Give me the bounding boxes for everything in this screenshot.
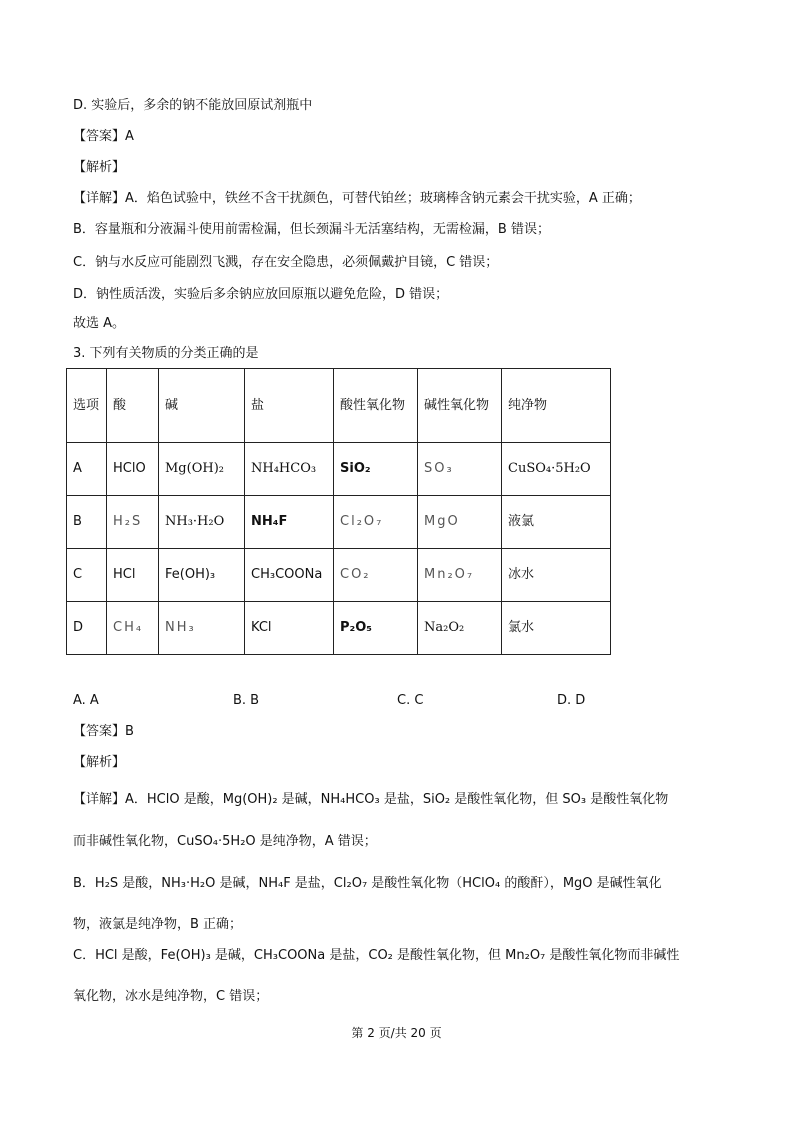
table-cell: Mn₂O₇ [418,549,502,602]
header-cell: 盐 [245,369,334,443]
header-cell: 酸 [107,369,159,443]
classification-table [66,368,611,655]
answer-label-2: 【答案】B [73,724,134,739]
table-row [67,602,611,655]
table-cell: MgO [418,496,502,549]
table-cell: KCl [245,602,334,655]
option-d: D. D [557,693,586,708]
header-cell: 碱 [159,369,245,443]
explain-c-line1: C．HCl 是酸，Fe(OH)₃ 是碱，CH₃COONa 是盐，CO₂ 是酸性氧化物，但 Mn₂O₇ 是酸性氧化物而非碱性 [73,948,680,963]
header-cell: 碱性氧化物 [418,369,502,443]
header-cell: 纯净物 [502,369,611,443]
header-cell: 选项 [67,369,107,443]
table-cell: Fe(OH)₃ [159,549,245,602]
answer-label: 【答案】A [73,129,134,144]
table-cell: HCl [107,549,159,602]
table-cell: CH₄ [107,602,159,655]
table-cell: Cl₂O₇ [334,496,418,549]
analysis-label-2: 【解析】 [73,755,126,770]
table-cell: Mg(OH)₂ [159,443,245,496]
detail-d: D．钠性质活泼，实验后多余钠应放回原瓶以避免危险，D 错误； [73,287,449,302]
option-c: C. C [397,693,424,708]
table-cell: Na₂O₂ [418,602,502,655]
table-header-row [67,369,611,443]
table-cell: B [67,496,107,549]
header-cell: 酸性氧化物 [334,369,418,443]
table-cell: HClO [107,443,159,496]
choose-text: 故选 A。 [73,316,126,331]
option-a: A. A [73,693,99,708]
explain-a-line2: 而非碱性氧化物，CuSO₄·5H₂O 是纯净物，A 错误； [73,834,377,849]
page-footer: 第 2 页/共 20 页 [351,1026,442,1040]
explain-b-line1: B．H₂S 是酸，NH₃·H₂O 是碱，NH₄F 是盐，Cl₂O₇ 是酸性氧化物（HClO₄ 的酸酐），MgO 是碱性氧化 [73,876,662,891]
table-cell: NH₃·H₂O [159,496,245,549]
table-cell: P₂O₅ [334,602,418,655]
table-cell: NH₄HCO₃ [245,443,334,496]
table-cell: H₂S [107,496,159,549]
table-cell: C [67,549,107,602]
table-cell: NH₄F [245,496,334,549]
table-cell: SiO₂ [334,443,418,496]
table-cell: D [67,602,107,655]
table-row [67,443,611,496]
detail-c: C．钠与水反应可能剧烈飞溅，存在安全隐患，必须佩戴护目镜，C 错误； [73,255,499,270]
table-cell: A [67,443,107,496]
table-cell: 液氯 [502,496,611,549]
option-d-text: D. 实验后，多余的钠不能放回原试剂瓶中 [73,98,313,113]
detail-a: 【详解】A．焰色试验中，铁丝不含干扰颜色，可替代铂丝；玻璃棒含钠元素会干扰实验，A 正确； [73,191,641,206]
table-cell: 氯水 [502,602,611,655]
table-cell: CuSO₄·5H₂O [502,443,611,496]
table-cell: CH₃COONa [245,549,334,602]
table-cell: SO₃ [418,443,502,496]
table-cell: 冰水 [502,549,611,602]
explain-b-line2: 物，液氯是纯净物，B 正确； [73,917,243,932]
question-3: 3. 下列有关物质的分类正确的是 [73,346,259,361]
table-row [67,549,611,602]
analysis-label: 【解析】 [73,160,126,175]
table-row [67,496,611,549]
explain-a-line1: 【详解】A．HClO 是酸，Mg(OH)₂ 是碱，NH₄HCO₃ 是盐，SiO₂ 是酸性氧化物，但 SO₃ 是酸性氧化物 [73,792,669,807]
table-cell: NH₃ [159,602,245,655]
option-b: B. B [233,693,260,708]
explain-c-line2: 氧化物，冰水是纯净物，C 错误； [73,989,269,1004]
detail-b: B．容量瓶和分液漏斗使用前需检漏，但长颈漏斗无活塞结构，无需检漏，B 错误； [73,222,550,237]
table-cell: CO₂ [334,549,418,602]
